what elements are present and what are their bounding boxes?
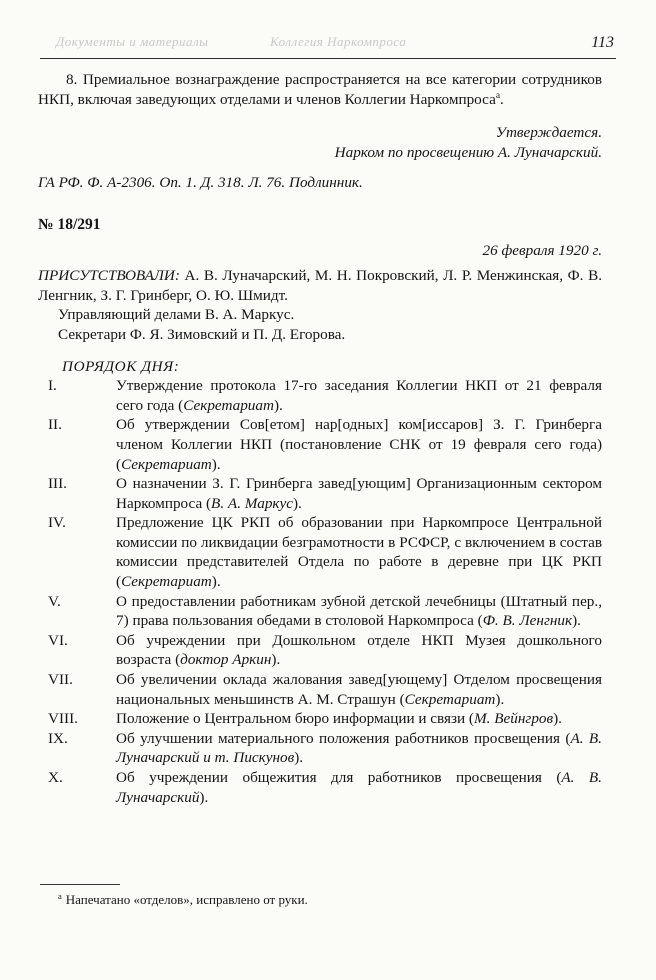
agenda-item-body: О назначении З. Г. Гринберга завед[ующим] Организационным сектором Наркомпроса (: [116, 475, 602, 512]
agenda-item: [38, 592, 602, 631]
agenda-item-number: VI.: [48, 631, 68, 649]
agenda-item-number: VII.: [48, 671, 73, 689]
agenda-item: [38, 729, 602, 768]
secretaries-line: Секретари Ф. Я. Зимовский и П. Д. Егорова.: [58, 325, 346, 343]
agenda-item-author: Секретариат: [404, 690, 496, 708]
agenda-item-author: А. В. Луначарский и т. Пискунов: [116, 729, 602, 767]
item-8-paragraph: 8. Премиальное вознаграждение распространяется на все категории сотрудников НКП, включая заведующих отделами и членов Коллегии Наркомпроса$^а$.: [38, 71, 602, 108]
attendees-names: А. В. Луначарский, М. Н. Покровский, Л. Р. Менжинская, Ф. В. Ленгник, З. Г. Гринберг, О. Ю. Шмидт.: [38, 267, 602, 304]
archive-reference: ГА РФ. Ф. А-2306. Оп. 1. Д. 318. Л. 76. Подлинник.: [38, 174, 363, 192]
agenda-item-body: Об учреждении при Дошкольном отделе НКП Музея дошкольного возраста (: [116, 631, 602, 669]
agenda-item-number: VIII.: [48, 710, 78, 728]
agenda-item-author: М. Вейнгров: [474, 710, 554, 728]
approval-line: Утверждается.: [495, 124, 602, 142]
running-head-left: Документы и материалы: [56, 34, 209, 49]
agenda-item-tail: ).: [553, 710, 562, 728]
agenda-item: [38, 474, 602, 513]
header-rule: [40, 58, 616, 59]
agenda-item-text: [116, 376, 602, 415]
agenda-item: [38, 513, 602, 591]
agenda-item-author: А. В. Луначарский: [116, 769, 602, 806]
agenda-item-text: [116, 415, 602, 474]
signature-line: Нарком по просвещению А. Луначарский.: [334, 143, 602, 161]
agenda-item: [38, 768, 602, 807]
document-date: 26 февраля 1920 г.: [482, 241, 602, 259]
footnote-ref-mark: а: [495, 90, 501, 101]
agenda-item-number: III.: [48, 475, 67, 493]
agenda-item-tail: ).: [572, 612, 581, 630]
agenda-item-text: [116, 631, 602, 670]
document-number: № 18/291: [38, 215, 101, 233]
agenda-item-number: IV.: [48, 514, 66, 532]
agenda-item-author: Секретариат: [183, 396, 274, 414]
item-8-text: 8. Премиальное вознаграждение распространяется на все категории сотрудников НКП, включая заведующих отделами и членов Коллегии Наркомпроса: [38, 71, 602, 108]
agenda-item-body: Положение о Центральном бюро информации и связи (: [116, 710, 474, 728]
agenda-item-body: Об улучшении материального положения работников просвещения (: [116, 729, 571, 747]
agenda-item-text: [116, 670, 602, 709]
agenda-item-body: Утверждение протокола 17-го заседания Коллегии НКП от 21 февраля сего года (: [116, 377, 602, 414]
page-content: [38, 70, 602, 807]
attendees-paragraph: [38, 266, 602, 305]
agenda-item-author: Секретариат: [121, 455, 212, 473]
agenda-item-tail: ).: [211, 455, 221, 473]
agenda-item-number: I.: [48, 377, 57, 395]
business-manager-line: Управляющий делами В. А. Маркус.: [58, 306, 295, 324]
agenda-item-body: Об утверждении Сов[етом] нар[одных] ком[иссаров] З. Г. Гринберга членом Коллегии НКП (постановление СНК от 19 февраля сего года) (: [116, 416, 602, 473]
agenda-item-author: В. А. Маркус: [211, 494, 293, 512]
attendees-label: ПРИСУТСТВОВАЛИ:: [38, 267, 180, 285]
agenda-item-body: Предложение ЦК РКП об образовании при Наркомпросе Центральной комиссии по ликвидации безграмотности в РСФСР, с включением в состав комиссии представителей Отдела по работе в деревне при ЦК РКП (: [116, 514, 602, 591]
agenda-item-tail: ).: [293, 494, 302, 512]
agenda-list: [38, 376, 602, 807]
agenda-item-tail: ).: [273, 396, 283, 414]
agenda-item-number: II.: [48, 416, 62, 434]
agenda-item: [38, 709, 602, 729]
agenda-item-author: Секретариат: [121, 573, 212, 591]
agenda-item-tail: ).: [271, 651, 281, 669]
agenda-item: [38, 631, 602, 670]
agenda-item-author: доктор Аркин: [180, 651, 272, 669]
agenda-item: [38, 670, 602, 709]
agenda-item-body: О предоставлении работникам зубной детской лечебницы (Штатный пер., 7) права пользования обедами в столовой Наркомпроса (: [116, 592, 602, 630]
agenda-item-text: [116, 513, 602, 591]
agenda-item-tail: ).: [199, 788, 209, 806]
agenda-item-text: [116, 709, 602, 729]
agenda-item-tail: ).: [294, 749, 304, 767]
footnote-rule: [40, 884, 120, 885]
agenda-item-tail: ).: [495, 690, 505, 708]
footnote-text: Напечатано «отделов», исправлено от руки.: [65, 892, 308, 907]
agenda-item-text: [116, 474, 602, 513]
agenda-item-tail: ).: [211, 573, 221, 591]
agenda-item-body: Об увеличении оклада жалования завед[ующему] Отделом просвещения национальных меньшинств А. М. Страшун (: [116, 671, 602, 708]
footnote: [58, 892, 598, 908]
agenda-item-text: [116, 768, 602, 807]
agenda-item: [38, 415, 602, 474]
agenda-item-text: [116, 592, 602, 631]
agenda-item-text: [116, 729, 602, 768]
agenda-item-author: Ф. В. Ленгник: [482, 612, 573, 630]
running-head-mid: Коллегия Наркомпроса: [270, 34, 407, 49]
footnote-mark: а: [58, 890, 62, 901]
agenda-item-body: Об учреждении общежития для работников просвещения (: [116, 769, 562, 786]
page-number: 113: [591, 34, 614, 51]
agenda-item-number: IX.: [48, 729, 68, 747]
agenda-title: ПОРЯДОК ДНЯ:: [62, 357, 180, 375]
agenda-item: [38, 376, 602, 415]
agenda-item-number: X.: [48, 769, 63, 786]
agenda-item-number: V.: [48, 592, 61, 610]
